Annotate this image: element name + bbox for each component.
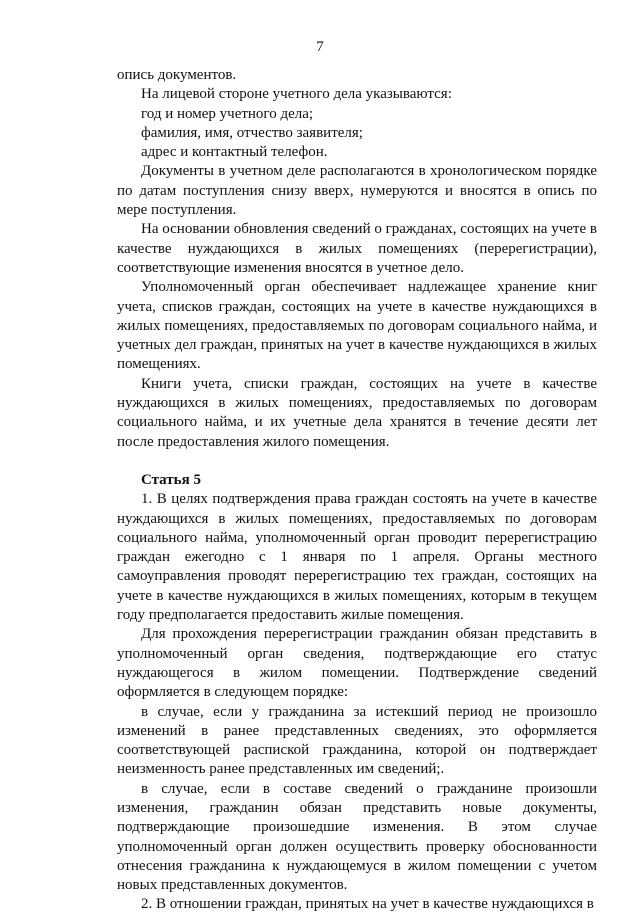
paragraph: в случае, если в составе сведений о гражданине произошли изменения, гражданин обязан представить новые документы, подтверждающие произошедшие изменения. В этом случае уполномоченный орган должен осуществить проверку обоснованности отнесения гражданина к нуждающемуся в жилом помещении с учетом новых представленных документов. <box>117 780 597 894</box>
paragraph: 2. В отношении граждан, принятых на учет в качестве нуждающихся в <box>141 896 594 913</box>
paragraph: Книги учета, списки граждан, состоящих на учете в качестве нуждающихся в жилых помещениях, предоставляемых по договорам социального найма, и их учетные дела хранятся в течение десяти лет после предоставления жилого помещения. <box>117 375 597 450</box>
paragraph: Уполномоченный орган обеспечивает надлежащее хранение книг учета, списков граждан, состоящих на учете в качестве нуждающихся в жилых помещениях, предоставляемых по договорам социального найма, и учетных дел граждан, принятых на учет в качестве нуждающихся в жилых помещениях. <box>117 279 597 373</box>
paragraph: На лицевой стороне учетного дела указываются: <box>141 86 452 103</box>
page-number: 7 <box>316 39 324 55</box>
paragraph: Для прохождения перерегистрации гражданин обязан представить в уполномоченный орган сведения, подтверждающие его статус нуждающегося в жилом помещении. Подтверждение сведений оформляется в следующем порядке: <box>117 626 597 701</box>
paragraph: Документы в учетном деле располагаются в хронологическом порядке по датам поступления снизу вверх, нумеруются и вносятся в опись по мере поступления. <box>117 163 597 219</box>
paragraph: 1. В целях подтверждения права граждан состоять на учете в качестве нуждающихся в жилых помещениях, предоставляемых по договорам социального найма, уполномоченный орган проводит перерегистрацию граждан ежегодно с 1 января по 1 апреля. Органы местного самоуправления проводят перерегистрацию тех граждан, состоящих на учете в качестве нуждающихся в жилых помещениях, которым в текущем году предполагается предоставить жилые помещения. <box>117 491 597 624</box>
document-body <box>117 66 597 915</box>
paragraph: в случае, если у гражданина за истекший период не произошло изменений в ранее представленных сведениях, это оформляется соответствующей распиской гражданина, которой он подтверждает неизменность ранее представленных им сведений;. <box>117 703 597 778</box>
paragraph: год и номер учетного дела; <box>141 105 314 122</box>
paragraph: опись документов. <box>117 67 237 83</box>
paragraph: фамилия, имя, отчество заявителя; <box>141 124 363 141</box>
paragraph: адрес и контактный телефон. <box>141 144 328 161</box>
paragraph: На основании обновления сведений о гражданах, состоящих на учете в качестве нуждающихся в жилых помещениях (перерегистрации), соответствующие изменения вносятся в учетное дело. <box>117 221 597 276</box>
section-heading: Статья 5 <box>141 471 201 488</box>
section-spacer <box>117 452 597 471</box>
